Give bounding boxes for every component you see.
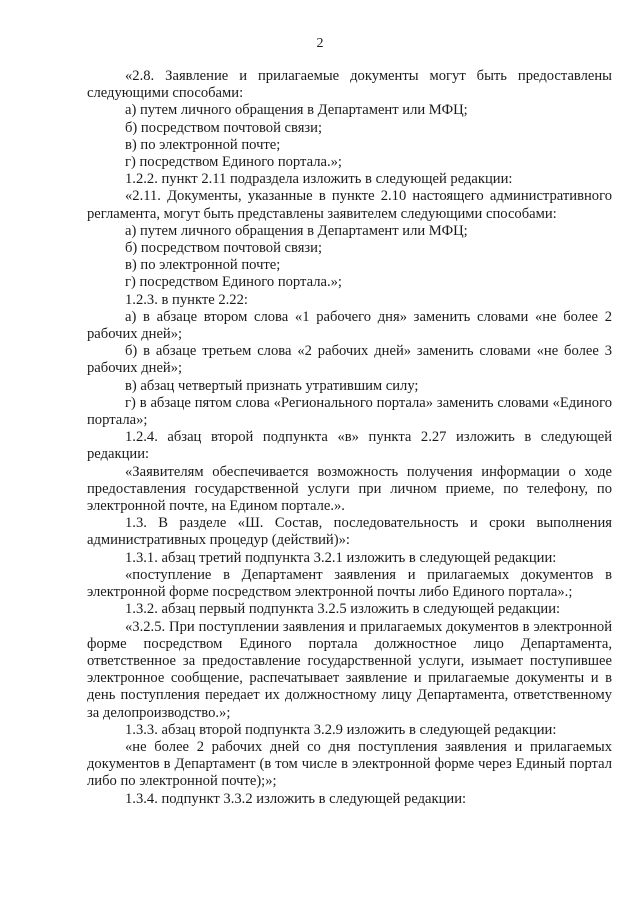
paragraph: «3.2.5. При поступлении заявления и прилагаемых документов в электронной форме посредством Единого портала должностное лицо Департамента, ответственное за предоставление государственной услуги, изымает поступившее электронное сообщение, распечатывает заявление и прилагаемые документы и в день поступления передает их должностному лицу Департамента, ответственному за делопроизводство.»; (87, 618, 612, 721)
paragraph: 1.2.3. в пункте 2.22: (125, 291, 248, 308)
paragraph: 1.3.4. подпункт 3.3.2 изложить в следующей редакции: (125, 790, 467, 807)
page-number: 2 (316, 36, 324, 51)
paragraph: а) путем личного обращения в Департамент или МФЦ; (125, 102, 468, 119)
paragraph: а) в абзаце втором слова «1 рабочего дня» заменить словами «не более 2 рабочих дней»; (87, 308, 612, 343)
paragraph: «не более 2 рабочих дней со дня поступления заявления и прилагаемых документов в Департамент (в том числе в электронной форме через Единый портал либо по электронной почте);»; (87, 738, 612, 790)
paragraph: б) в абзаце третьем слова «2 рабочих дней» заменить словами «не более 3 рабочих дней»; (87, 343, 612, 377)
paragraph: «2.8. Заявление и прилагаемые документы могут быть предоставлены следующими способами: (87, 68, 612, 102)
document-body (87, 68, 612, 808)
paragraph: в) по электронной почте; (125, 257, 281, 274)
paragraph: а) путем личного обращения в Департамент или МФЦ; (125, 222, 468, 239)
paragraph: 1.2.4. абзац второй подпункта «в» пункта 2.27 изложить в следующей редакции: (87, 429, 612, 463)
paragraph: 1.3. В разделе «Ш. Состав, последовательность и сроки выполнения административных процедур (действий)»: (87, 515, 612, 549)
paragraph: б) посредством почтовой связи; (125, 119, 323, 136)
paragraph: «поступление в Департамент заявления и прилагаемых документов в электронной форме посредством электронной почты либо Единого портала».; (87, 566, 612, 601)
paragraph: г) посредством Единого портала.»; (125, 274, 342, 291)
paragraph: 1.3.3. абзац второй подпункта 3.2.9 изложить в следующей редакции: (125, 721, 557, 738)
paragraph: 1.2.2. пункт 2.11 подраздела изложить в следующей редакции: (125, 171, 513, 188)
paragraph: г) в абзаце пятом слова «Регионального портала» заменить словами «Единого портала»; (87, 394, 612, 429)
paragraph: 1.3.1. абзац третий подпункта 3.2.1 изложить в следующей редакции: (125, 549, 557, 566)
paragraph: «Заявителям обеспечивается возможность получения информации о ходе предоставления государственной услуги при личном приеме, по телефону, по электронной почте, на Едином портале.». (87, 463, 612, 515)
paragraph: в) абзац четвертый признать утратившим силу; (125, 377, 419, 394)
paragraph: «2.11. Документы, указанные в пункте 2.10 настоящего административного регламента, могут быть представлены заявителем следующими способами: (87, 188, 612, 222)
paragraph: 1.3.2. абзац первый подпункта 3.2.5 изложить в следующей редакции: (125, 601, 561, 618)
paragraph: б) посредством почтовой связи; (125, 240, 323, 257)
paragraph: г) посредством Единого портала.»; (125, 154, 342, 171)
paragraph: в) по электронной почте; (125, 136, 281, 153)
